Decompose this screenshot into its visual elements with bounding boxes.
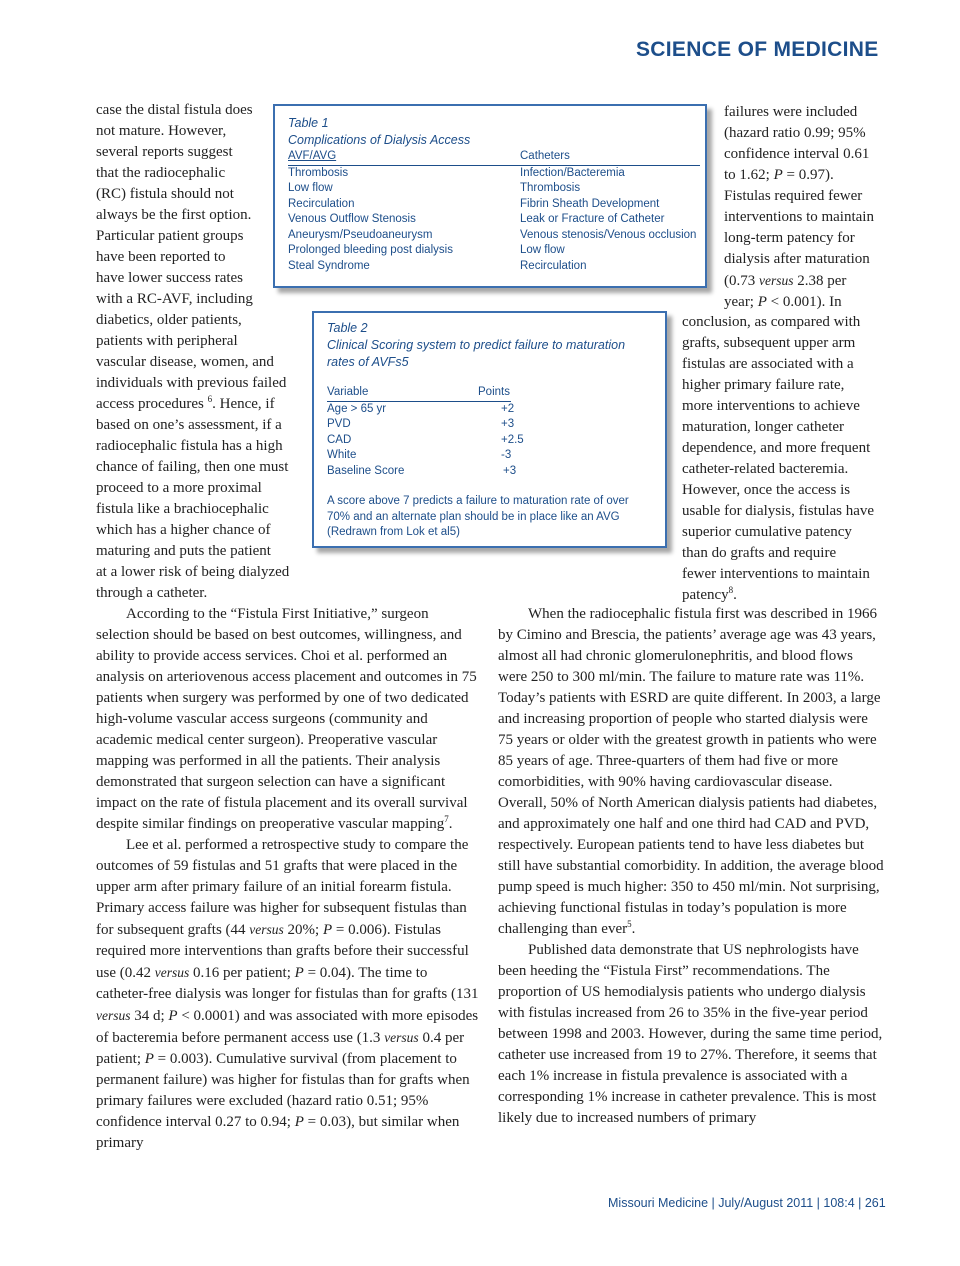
table-row — [288, 181, 705, 197]
text-fragment: < 0.001). In — [770, 294, 842, 310]
text-fragment: (0.73 — [724, 273, 756, 289]
table-cell: +3 — [501, 418, 515, 430]
right-main-column — [498, 604, 884, 1129]
table-row — [288, 243, 705, 259]
text-line: higher primary failure rate, — [682, 377, 845, 393]
right-mid-column — [682, 312, 897, 606]
text-line: Particular patient groups — [96, 228, 244, 244]
paragraph: According to the “Fistula First Initiative,” surgeon selection should be based on best outcomes, willingness, and ability to provide access services. Choi et al. performed an analysis on arteriovenous access placement and outcomes in 75 patients when surgery was performed by one of two dedicated high-volume vascular access surgeons (community and academic medical center surgeon). Preoperative vascular mapping was performed in all the patients. Their analysis demonstrated that surgeon selection can have a significant impact on the rate of fistula placement and its overall survival despite similar findings on preoperative vascular mapping$^7$. — [96, 606, 477, 832]
text-line: usable for dialysis, fistulas have — [682, 503, 875, 519]
text-line: failures were included — [724, 104, 858, 120]
table-2-note: A score above 7 predicts a failure to maturation rate of over 70% and an alternate plan should be in place like an AVG (Redrawn from Lok et al5) — [327, 495, 629, 538]
text-line: (hazard ratio 0.99; 95% — [724, 125, 866, 141]
table-cell: Age > 65 yr — [327, 402, 387, 415]
table-header-cell: Variable — [327, 386, 369, 398]
text-fragment: patency — [682, 587, 729, 603]
text-line: have been reported to — [96, 249, 226, 265]
table-1-subtitle: Complications of Dialysis Access — [288, 133, 471, 147]
text-line: case the distal fistula does — [96, 102, 253, 118]
text-line: fistulas are associated with a — [682, 356, 854, 372]
text-fragment: When the radiocephalic fistula first was described in 1966 by Cimino and Brescia, the patients’ average age was 43 years, almost all had chronic glomerulonephritis, and blood flows were 250 to 300 ml/min. The failure to mature rate was 11%. Today’s patients with ESRD are quite different. In 2003, a large and increasing proportion of people who started dialysis were 75 years or older with the greatest growth in patients who were 85 years of age. Three-quarters of them had five or more comorbidities, with 90% having cardiovascular disease. Overall, 50% of North American dialysis patients had diabetes, and approximately one half and one third had CAD and PVD, respectively. European patients tend to have less diabetes but still have substantial comorbidity. In addition, the average blood pump speed is much higher: 350 to 450 ml/min. Not surprising, achieving functional fistulas in today’s population is more challenging than ever — [498, 606, 884, 937]
table-cell: Leak or Fracture of Catheter — [520, 213, 665, 225]
text-line: fewer interventions to maintain — [682, 566, 870, 582]
table-row — [327, 448, 653, 464]
table-1-title: Table 1 — [288, 116, 329, 130]
text-line: vascular disease, women, and — [96, 354, 274, 370]
text-line: at a lower risk of being dialyzed — [96, 564, 290, 580]
text-line — [724, 165, 894, 186]
table-row — [327, 417, 653, 433]
text-line: more interventions to achieve — [682, 398, 860, 414]
text-fragment: < 0.0001) and was associated with more episodes of bacteremia before permanent access use (1.3 — [96, 1008, 479, 1046]
text-fragment: 34 d; — [134, 1008, 165, 1024]
table-cell: Fibrin Sheath Development — [520, 197, 660, 210]
text-fragment: 2.38 per — [797, 273, 847, 289]
text-line: not mature. However, — [96, 123, 227, 139]
text-line — [96, 394, 306, 415]
text-line — [724, 292, 894, 313]
text-line: long-term patency for — [724, 230, 855, 246]
table-cell: Steal Syndrome — [288, 259, 370, 272]
text-line: have lower success rates — [96, 270, 244, 286]
text-fragment: to 1.62; — [724, 167, 770, 183]
table-cell: Venous stenosis/Venous occlusion — [520, 228, 697, 241]
header-avf-avg: AVF/AVG — [288, 150, 337, 162]
text-line: superior cumulative patency — [682, 524, 852, 540]
table-cell: White — [327, 449, 357, 461]
table-cell: PVD — [327, 418, 351, 430]
text-fragment: . Hence, if — [212, 396, 275, 412]
table-cell: +3 — [503, 464, 517, 477]
reference-8: 8 — [728, 585, 734, 595]
table-row — [288, 212, 705, 228]
table-header-cell: Catheters — [520, 149, 700, 166]
text-line: diabetics, older patients, — [96, 312, 242, 328]
text-fragment: 0.4 per patient; — [96, 1030, 465, 1067]
paragraph — [96, 835, 480, 1154]
table-cell: Recirculation — [288, 197, 355, 210]
text-line: than do grafts and require — [682, 545, 837, 561]
text-line: always be the first option. — [96, 207, 252, 223]
text-fragment: 20%; — [287, 922, 320, 938]
text-line: individuals with previous failed — [96, 375, 287, 391]
text-line: interventions to maintain — [724, 209, 874, 225]
reference-5: 5 — [627, 919, 632, 929]
table-cell: CAD — [327, 433, 352, 446]
table-header-row — [327, 385, 511, 402]
italic-versus: versus — [154, 965, 190, 980]
text-fragment: = 0.97). — [786, 167, 834, 183]
table-row — [327, 433, 653, 449]
text-fragment: 0.16 per patient; — [193, 965, 291, 981]
text-fragment: Lee et al. performed a retrospective study to compare the outcomes of 59 fistulas and 51 grafts that were placed in the upper arm after primary failure of an initial forearm fistula. Primary access failure was higher for subsequent fistulas than for subsequent grafts (44 — [96, 837, 469, 938]
paragraph: Published data demonstrate that US nephrologists have been heeding the “Fistula First” recommendations. The proportion of US hemodialysis patients who undergo dialysis with fistulas increased from 26 to 35% in the five-year period between 1998 and 2003. However, during the same time period, catheter use increased from 19 to 27%. Therefore, it seems that each 1% increase in fistula prevalence is associated with a corresponding 1% increase in catheter prevalence. This is most likely due to increased numbers of primary — [498, 942, 883, 1126]
text-line: radiocephalic fistula has a high — [96, 438, 283, 454]
italic-versus: versus — [759, 273, 794, 288]
text-line: dialysis after maturation — [724, 251, 870, 267]
text-line: based on one’s assessment, if a — [96, 417, 282, 433]
text-fragment: access procedures — [96, 396, 204, 412]
table-row — [288, 259, 705, 275]
italic-versus: versus — [384, 1030, 419, 1045]
italic-p: P — [294, 1114, 304, 1130]
italic-p: P — [168, 1008, 178, 1024]
text-line: maturation, longer catheter — [682, 419, 845, 435]
paragraph: When the radiocephalic fistula first was described in 1966 by Cimino and Brescia, the patients’ average age was 43 years, almost all had chronic glomerulonephritis, and blood flows were 250 to 300 ml/min. The failure to mature rate was 11%. Today’s patients with ESRD are quite different. In 2003, a large and increasing proportion of people who started dialysis were 75 years or older with the greatest growth in patients who were 85 years of age. Three-quarters of them had five or more comorbidities, with 90% having cardiovascular disease. Overall, 50% of North American dialysis patients had diabetes, and approximately one half and one third had CAD and PVD, respectively. European patients tend to have less diabetes but still have substantial comorbidity. In addition, the average blood pump speed is much higher: 350 to 450 ml/min. Not surprising, achieving functional fistulas in today’s population is more challenging than ever$^5$. — [498, 606, 884, 937]
table-cell: +2.5 — [501, 433, 524, 446]
italic-p: P — [294, 965, 304, 981]
text-line: which has a higher chance of — [96, 522, 271, 538]
text-fragment: = 0.006). Fistulas required more interventions than grafts before their successful use (0.42 — [96, 922, 469, 981]
italic-versus: versus — [96, 1008, 131, 1023]
table-2-title: Table 2 — [327, 321, 368, 335]
text-line: patency$^8$. — [682, 585, 737, 603]
table-cell: Recirculation — [520, 259, 587, 272]
table-cell: Low flow — [288, 182, 333, 194]
text-line: chance of failing, then one must — [96, 459, 289, 475]
table-cell: -3 — [501, 449, 512, 461]
italic-p: P — [144, 1051, 154, 1067]
text-line: confidence interval 0.61 — [724, 146, 870, 162]
table-header-cell — [288, 149, 520, 166]
text-fragment: According to the “Fistula First Initiative,” surgeon selection should be based on best outcomes, willingness, and ability to provide access services. Choi et al. performed an analysis on arteriovenous access placement and outcomes in 75 patients when surgery was performed by one of two dedicated high-volume vascular access surgeons (community and academic medical center surgeon). Preoperative vascular mapping was performed in all the patients. Their analysis demonstrated that surgeon selection can have a significant impact on the rate of fistula placement and its overall survival despite similar findings on preoperative vascular mapping — [96, 606, 477, 832]
italic-p: P — [757, 294, 767, 310]
text-line: that the radiocephalic — [96, 165, 226, 181]
text-line: patients with peripheral — [96, 333, 238, 349]
text-line: conclusion, as compared with — [682, 314, 861, 330]
text-line: proceed to a more proximal — [96, 480, 262, 496]
text-line: with a RC-AVF, including — [96, 291, 253, 307]
table-row — [327, 464, 653, 480]
table-2-subtitle: Clinical Scoring system to predict failure to maturation rates of AVFs5 — [327, 338, 626, 369]
page-footer: Missouri Medicine | July/August 2011 | 108:4 | 261 — [608, 1196, 886, 1210]
section-header: SCIENCE OF MEDICINE — [636, 38, 879, 61]
text-line: dependence, and more frequent — [682, 440, 871, 456]
text-line — [724, 270, 894, 292]
text-line: several reports suggest — [96, 144, 233, 160]
table-2 — [312, 311, 667, 548]
table-header-cell: Points — [478, 386, 510, 398]
italic-versus: versus — [249, 922, 284, 937]
right-narrow-column — [724, 102, 894, 313]
table-row — [288, 166, 705, 182]
reference-7: 7 — [444, 814, 449, 824]
table-cell: Thrombosis — [520, 182, 581, 194]
text-line: fistula like a brachiocephalic — [96, 501, 269, 517]
text-line: grafts, subsequent upper arm — [682, 335, 856, 351]
table-row — [288, 228, 705, 244]
table-cell: Prolonged bleeding post dialysis — [288, 244, 453, 256]
text-line: through a catheter. — [96, 585, 208, 601]
table-header-row — [288, 149, 705, 166]
table-cell: Venous Outflow Stenosis — [288, 213, 416, 225]
table-cell: Infection/Bacteremia — [520, 166, 625, 179]
left-main-column — [96, 604, 480, 1154]
italic-p: P — [773, 167, 783, 183]
text-fragment: year; — [724, 294, 754, 310]
table-1 — [273, 104, 707, 288]
reference-6: 6 — [207, 394, 213, 404]
table-cell: Low flow — [520, 244, 565, 256]
table-row — [288, 197, 705, 213]
text-line: catheter-related bacteremia. — [682, 461, 849, 477]
table-cell: Baseline Score — [327, 464, 405, 477]
text-fragment: = 0.03), but similar when primary — [96, 1114, 460, 1151]
italic-p: P — [322, 922, 333, 938]
table-cell: Thrombosis — [288, 166, 349, 179]
table-cell: +2 — [501, 402, 515, 415]
text-line: Fistulas required fewer — [724, 188, 863, 204]
text-fragment: = 0.003). Cumulative survival (from placement to permanent failure) was higher for fistulas than for grafts when primary failures were excluded (hazard ratio 0.51; 95% confidence interval 0.27 to 0.94; — [96, 1051, 470, 1130]
text-line: (RC) fistula should not — [96, 186, 234, 202]
text-line: maturing and puts the patient — [96, 543, 271, 559]
text-fragment: = 0.04). The time to catheter-free dialysis was longer for fistulas than for grafts (131 — [96, 965, 479, 1002]
table-row — [327, 402, 653, 418]
table-cell: Aneurysm/Pseudoaneurysm — [288, 228, 433, 241]
text-line: However, once the access is — [682, 482, 851, 498]
